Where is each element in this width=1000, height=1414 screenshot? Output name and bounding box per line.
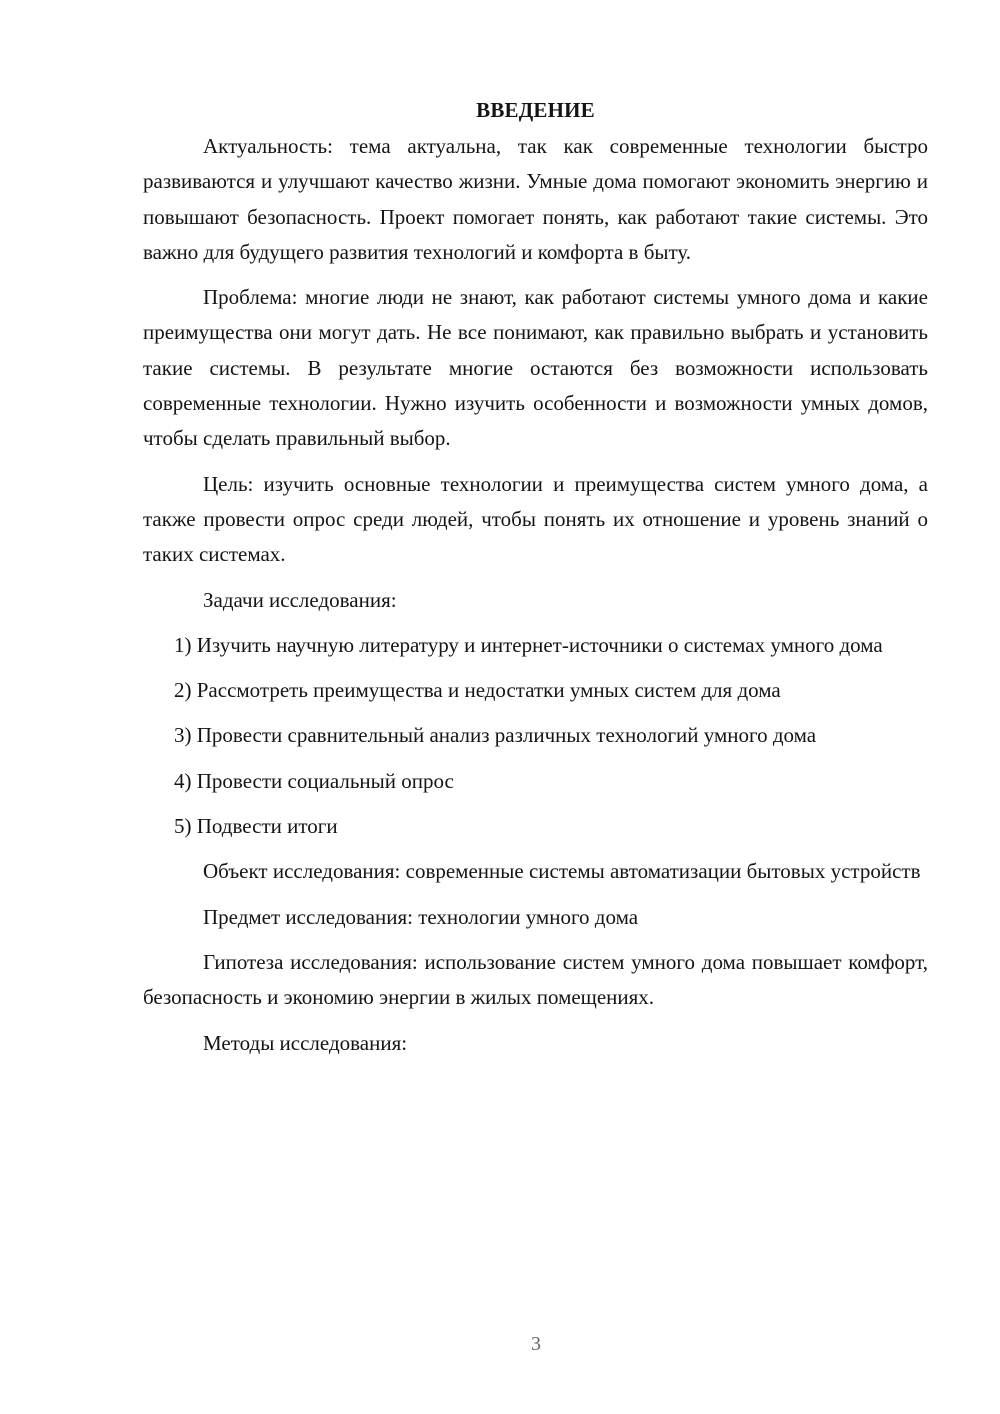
section-title: ВВЕДЕНИЕ <box>476 98 595 122</box>
paragraph-relevance: Актуальность: тема актуальна, так как современные технологии быстро развиваются и улучшают качество жизни. Умные дома помогают экономить энергию и повышают безопасность. Проект помогает понять, как работают такие системы. Это важно для будущего развития технологий и комфорта в быту. <box>143 134 928 264</box>
paragraph-hypothesis: Гипотеза исследования: использование систем умного дома повышает комфорт, безопасность и экономию энергии в жилых помещениях. <box>143 949 928 1010</box>
paragraph-methods: Методы исследования: <box>203 1030 408 1055</box>
task-item-1: 1) Изучить научную литературу и интернет-источники о системах умного дома <box>174 632 883 657</box>
document-page <box>143 92 928 1071</box>
task-item-2: 2) Рассмотреть преимущества и недостатки умных систем для дома <box>174 678 781 703</box>
task-item-4: 4) Провести социальный опрос <box>174 768 454 793</box>
paragraph-subject: Предмет исследования: технологии умного дома <box>203 904 639 929</box>
page-number: 3 <box>531 1333 541 1355</box>
paragraph-tasks-heading: Задачи исследования: <box>203 587 397 612</box>
paragraph-problem: Проблема: многие люди не знают, как работают системы умного дома и какие преимущества они могут дать. Не все понимают, как правильно выбрать и установить такие системы. В результате многие остаются без возможности использовать современные технологии. Нужно изучить особенности и возможности умных домов, чтобы сделать правильный выбор. <box>143 285 928 451</box>
task-item-3: 3) Провести сравнительный анализ различных технологий умного дома <box>174 723 817 748</box>
paragraph-goal: Цель: изучить основные технологии и преимущества систем умного дома, а также провести опрос среди людей, чтобы понять их отношение и уровень знаний о таких системах. <box>143 471 928 567</box>
paragraph-object: Объект исследования: современные системы автоматизации бытовых устройств <box>203 859 921 884</box>
task-item-5: 5) Подвести итоги <box>174 814 338 839</box>
